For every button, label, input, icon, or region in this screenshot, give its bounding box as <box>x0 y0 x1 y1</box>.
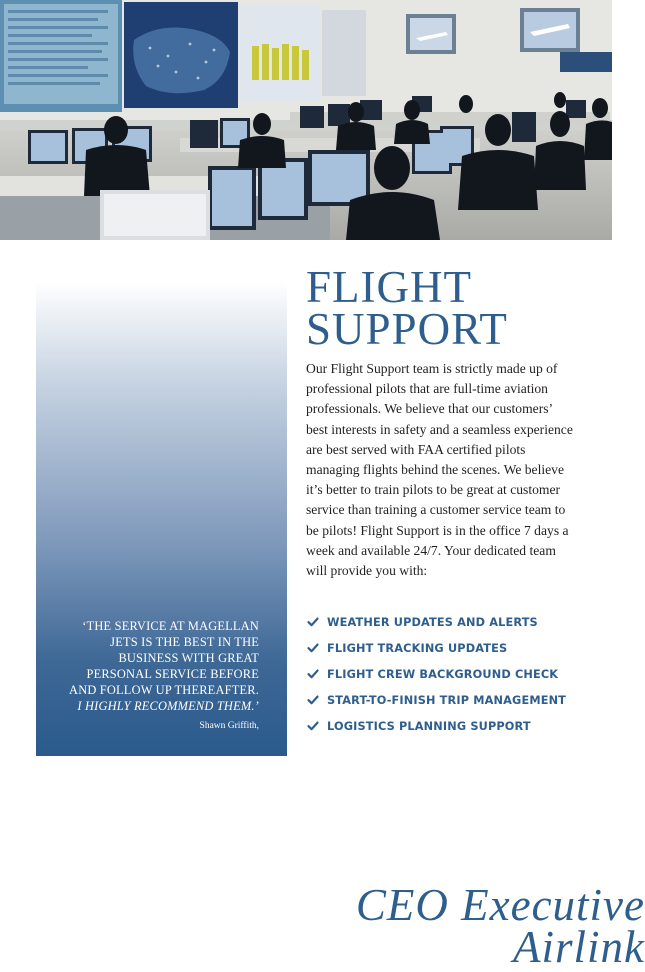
feature-label: WEATHER UPDATES AND ALERTS <box>327 615 538 629</box>
checkmark-icon <box>306 693 320 707</box>
quote-line: BUSINESS WITH GREAT <box>118 651 259 665</box>
title-line-2: SUPPORT <box>306 304 508 354</box>
list-item <box>306 609 596 635</box>
feature-label: FLIGHT CREW BACKGROUND CHECK <box>327 667 559 681</box>
feature-label: FLIGHT TRACKING UPDATES <box>327 641 508 655</box>
list-item <box>306 635 596 661</box>
quote-line: ‘THE SERVICE AT MAGELLAN <box>82 619 259 633</box>
attribution-name: Shawn Griffith, <box>199 721 259 731</box>
checkmark-icon <box>306 641 320 655</box>
quote-line: PERSONAL SERVICE BEFORE <box>86 667 259 681</box>
list-item <box>306 713 596 739</box>
quote-emphasis: I HIGHLY RECOMMEND THEM.’ <box>77 699 259 713</box>
page-title <box>306 262 596 354</box>
checkmark-icon <box>306 615 320 629</box>
hero-photo <box>0 0 612 240</box>
feature-label: START-TO-FINISH TRIP MANAGEMENT <box>327 693 567 707</box>
checkmark-icon <box>306 719 320 733</box>
list-item <box>306 661 596 687</box>
body-paragraph: Our Flight Support team is strictly made up of professional pilots that are full-time aviation professionals. We believe that our customers’ best interests in safety and a seamless experience are best served with FAA certified pilots managing flights behind the scenes. We believe it’s better to train pilots to be great at customer service than training a customer service team to be pilots! Flight Support is in the office 7 days a week and available 24/7. Your dedicated team will provide you with: <box>306 361 573 579</box>
operations-center-photo-icon <box>0 0 612 240</box>
list-item <box>306 687 596 713</box>
title-line-1: FLIGHT <box>306 262 472 312</box>
attribution-title: CEO Executive Airlink <box>355 880 645 972</box>
feature-label: LOGISTICS PLANNING SUPPORT <box>327 719 531 733</box>
quote-line: AND FOLLOW UP THEREAFTER. <box>69 683 259 697</box>
quote-line: JETS IS THE BEST IN THE <box>110 635 259 649</box>
checkmark-icon <box>306 667 320 681</box>
feature-list <box>306 609 596 739</box>
